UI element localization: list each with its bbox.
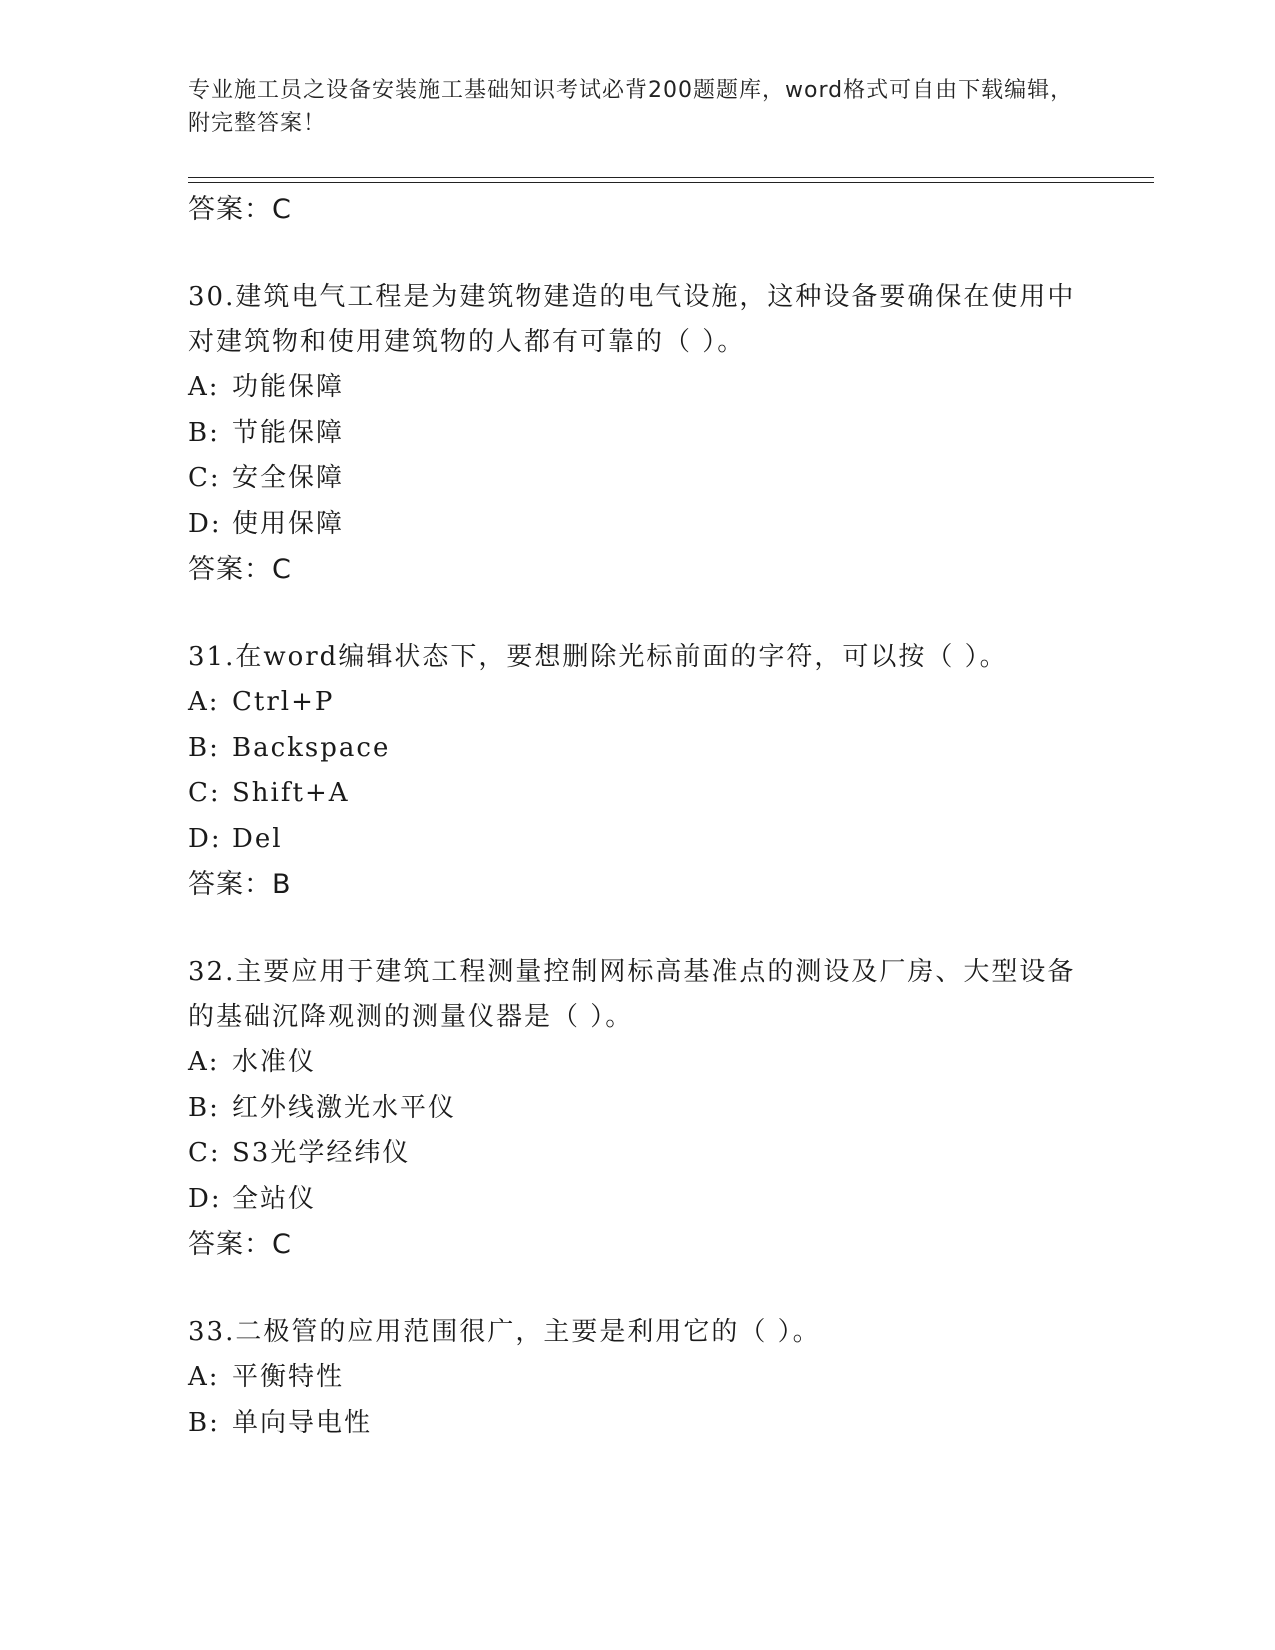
answer-line	[188, 547, 1088, 593]
option-text: 平衡特性	[232, 1362, 345, 1392]
option-d	[188, 502, 1088, 548]
option-b	[188, 411, 1088, 457]
question-text: 30.建筑电气工程是为建筑物建造的电气设施，这种设备要确保在使用中对建筑物和使用建筑物的人都有可靠的（ ）。	[188, 282, 1076, 357]
option-text: 全站仪	[232, 1183, 317, 1214]
option-letter: B:	[188, 732, 220, 763]
option-text: Backspace	[232, 732, 391, 763]
answer-value: C	[272, 1229, 292, 1260]
option-b	[188, 726, 1088, 772]
option-a	[188, 365, 1088, 411]
option-text: 功能保障	[232, 372, 345, 402]
question-block	[188, 275, 1088, 593]
question-text: 32.主要应用于建筑工程测量控制网标高基准点的测设及厂房、大型设备的基础沉降观测的测量仪器是（ ）。	[188, 957, 1076, 1032]
option-c	[188, 456, 1088, 502]
option-d	[188, 817, 1088, 863]
option-b	[188, 1401, 1088, 1447]
spacer	[188, 1268, 1088, 1310]
option-c	[188, 771, 1088, 817]
option-a	[188, 1040, 1088, 1086]
answer-value: C	[272, 194, 292, 225]
option-letter: D:	[188, 508, 222, 539]
option-a	[188, 680, 1088, 726]
option-letter: B:	[188, 1407, 220, 1438]
option-letter: A:	[188, 1047, 220, 1077]
option-letter: D:	[188, 823, 222, 854]
answer-label: 答案：	[188, 1229, 272, 1260]
option-a	[188, 1355, 1088, 1401]
question-text: 33.二极管的应用范围很广，主要是利用它的（ ）。	[188, 1317, 821, 1347]
header-rule-bottom	[188, 182, 1154, 183]
option-text: 单向导电性	[232, 1407, 373, 1438]
option-text: Shift+A	[232, 778, 350, 808]
option-letter: D:	[188, 1183, 222, 1214]
spacer	[188, 908, 1088, 950]
header-rule-top	[188, 177, 1154, 178]
question-text: 31.在word编辑状态下，要想删除光标前面的字符，可以按（ ）。	[188, 642, 1008, 672]
option-text: 红外线激光水平仪	[232, 1092, 457, 1123]
spacer	[188, 233, 1088, 275]
question-block	[188, 1310, 1088, 1446]
option-letter: A:	[188, 687, 220, 717]
option-text: Ctrl+P	[232, 687, 335, 717]
answer-line	[188, 187, 1088, 233]
question-block	[188, 950, 1088, 1268]
answer-value: C	[272, 554, 292, 585]
option-d	[188, 1177, 1088, 1223]
option-letter: A:	[188, 372, 220, 402]
option-letter: C:	[188, 463, 221, 493]
question-block	[188, 635, 1088, 908]
option-text: 使用保障	[232, 508, 345, 539]
option-text: 水准仪	[232, 1047, 317, 1077]
answer-label: 答案：	[188, 554, 272, 585]
answer-label: 答案：	[188, 869, 272, 900]
answer-line	[188, 862, 1088, 908]
option-c	[188, 1131, 1088, 1177]
option-letter: A:	[188, 1362, 220, 1392]
document-header: 专业施工员之设备安装施工基础知识考试必背200题题库，word格式可自由下载编辑，附完整答案！	[188, 78, 1074, 136]
answer-value: B	[272, 869, 292, 900]
option-letter: B:	[188, 417, 220, 448]
answer-line	[188, 1222, 1088, 1268]
option-text: Del	[232, 823, 283, 854]
option-b	[188, 1086, 1088, 1132]
option-letter: C:	[188, 1138, 221, 1168]
option-text: 安全保障	[232, 463, 345, 493]
option-letter: C:	[188, 778, 221, 808]
option-letter: B:	[188, 1092, 220, 1123]
answer-label: 答案：	[188, 194, 272, 225]
document-body	[188, 187, 1088, 1446]
option-text: 节能保障	[232, 417, 345, 448]
option-text: S3光学经纬仪	[232, 1138, 411, 1168]
spacer	[188, 593, 1088, 635]
